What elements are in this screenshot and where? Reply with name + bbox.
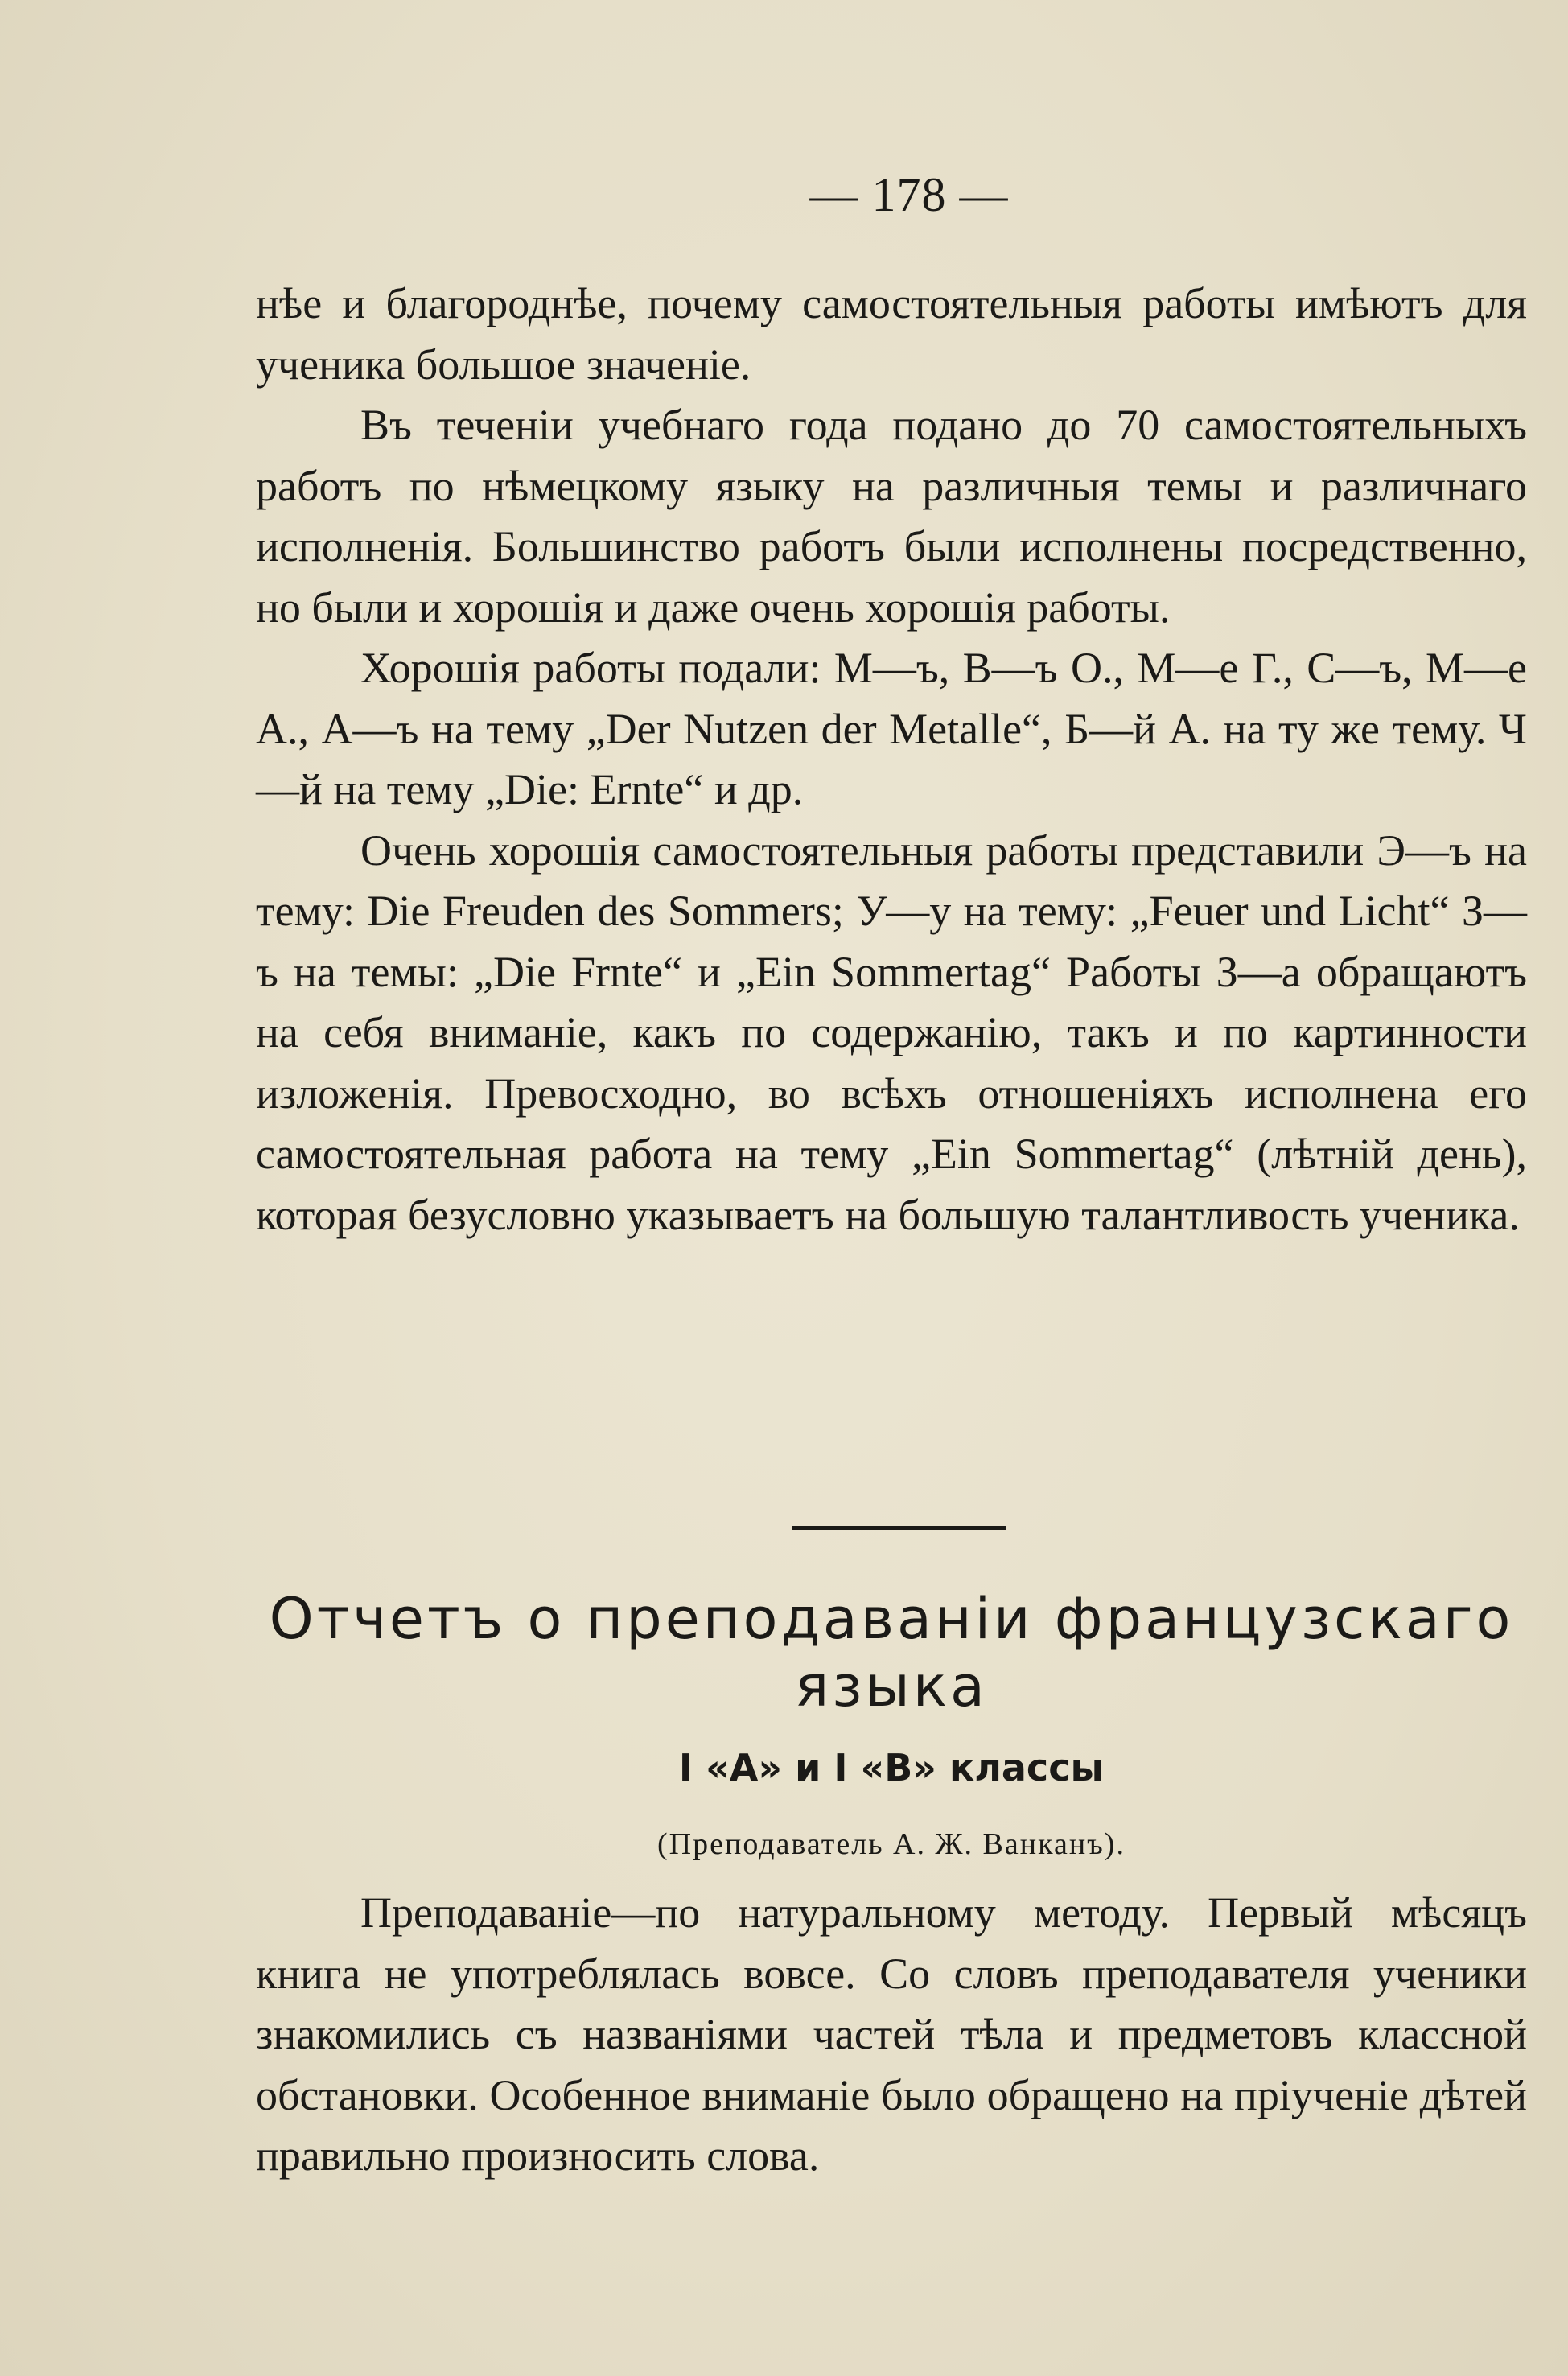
- section-heading: Отчетъ о преподаванiи французскаго языка: [269, 1586, 1514, 1719]
- french-report-body: [256, 1883, 1527, 2187]
- paragraph: нѣе и благороднѣе, почему самостоятельныя работы имѣютъ для ученика большое значенiе.: [256, 279, 1527, 389]
- class-heading: I «А» и I «В» классы: [678, 1746, 1105, 1789]
- section-divider: [792, 1526, 1006, 1530]
- paragraph: Преподаванiе—по натуральному методу. Первый мѣсяцъ книга не употреблялась вовсе. Со словъ преподавателя ученики знакомились съ названiями частей тѣла и предметовъ классной обстановки. Особенное вниманiе было обращено на прiученiе дѣтей правильно произносить слова.: [256, 1888, 1527, 2180]
- teacher-line: (Преподаватель А. Ж. Ванканъ).: [657, 1827, 1126, 1861]
- paragraph: Хорошiя работы подали: М—ъ, В—ъ О., М—е Г., С—ъ, М—е А., А—ъ на тему „Der Nutzen der Metalle“, Б—й А. на ту же тему. Ч—й на тему „Die: Ernte“ и др.: [256, 644, 1527, 813]
- german-report-body: [256, 274, 1527, 1246]
- paragraph: Въ теченiи учебнаго года подано до 70 самостоятельныхъ работъ по нѣмецкому языку на различныя темы и различнаго исполненiя. Большинство работъ были исполнены посредственно, но были и хорошiя и даже очень хорошiя работы.: [256, 401, 1527, 632]
- page-number: — 178 —: [809, 168, 1009, 221]
- paragraph: Очень хорошiя самостоятельныя работы представили Э—ъ на тему: Die Freuden des Sommers; У—у на тему: „Feuer und Licht“ З—ъ на темы: „Die Frnte“ и „Ein Sommertag“ Работы З—а обращаютъ на себя вниманiе, какъ по содержанiю, такъ и по картинности изложенiя. Превосходно, во всѣхъ отношенiяхъ исполнена его самостоятельная работа на тему „Ein Sommertag“ (лѣтнiй день), которая безусловно указываетъ на большую талантливость ученика.: [256, 826, 1527, 1239]
